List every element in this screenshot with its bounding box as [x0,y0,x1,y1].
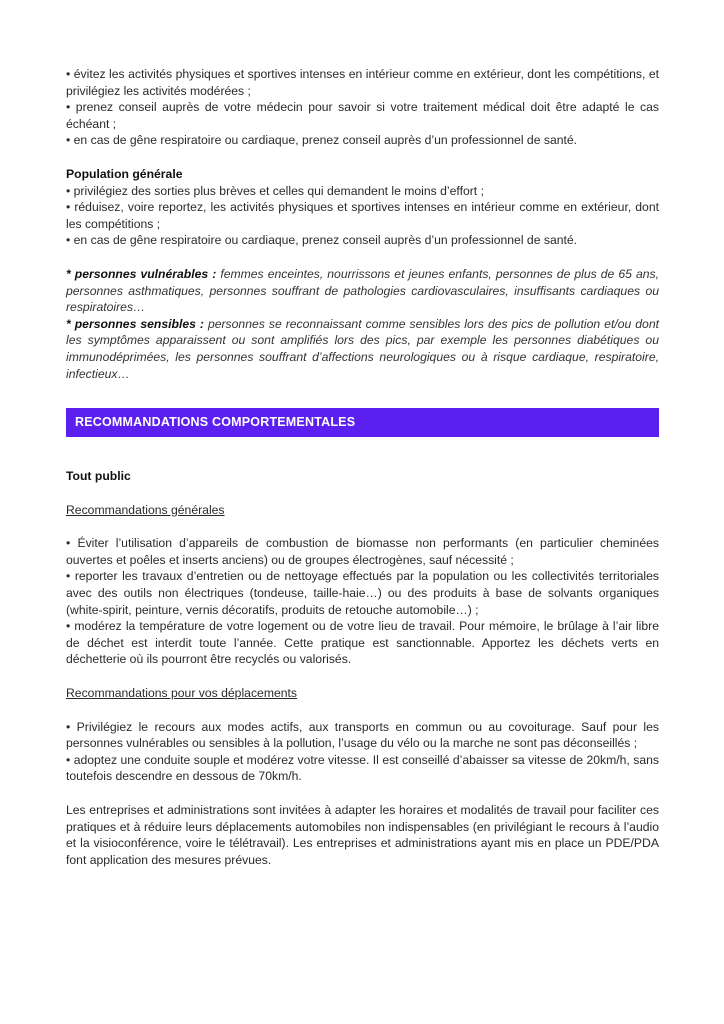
list-item: • adoptez une conduite souple et modérez votre vitesse. Il est conseillé d’abaisser sa vitesse de 20km/h, sans toutefois descendre en dessous de 70km/h. [66,752,659,784]
list-item: • reporter les travaux d’entretien ou de nettoyage effectués par la population ou les collectivités territoriales avec des outils non électriques (tondeuse, taille-haie…) ou des produits à base de solvants organiques (white-spirit, peinture, vernis décoratifs, produits de retouche automobile…) ; [66,569,659,617]
vulnerable-recommendations-list [66,66,659,149]
list-item: • Privilégiez le recours aux modes actifs, aux transports en commun ou au covoiturage. Sauf pour les personnes vulnérables ou sensibles à la pollution, l’usage du vélo ou la marche ne sont pas déconseillés ; [66,719,659,751]
note-sensibles [66,316,659,382]
definitions-notes [66,266,659,382]
list-item: • évitez les activités physiques et sportives intenses en intérieur comme en extérieur, dont les compétitions, et privilégiez les activités modérées ; [66,67,659,98]
population-generale-section [66,166,659,249]
list-item: • modérez la température de votre logement ou de votre lieu de travail. Pour mémoire, le brûlage à l’air libre de déchet est interdit toute l’année. Cette pratique est sanctionnable. Apportez les déchets verts en déchetterie où ils pourront être recyclés ou valorisés. [66,619,659,667]
list-item: • prenez conseil auprès de votre médecin pour savoir si votre traitement médical doit être adapté le cas échéant ; [66,100,659,131]
tout-public-section [66,468,659,868]
note-label: * personnes sensibles : [66,316,204,331]
list-item: • privilégiez des sorties plus brèves et celles qui demandent le moins d’effort ; [66,183,484,198]
document-page [66,66,659,868]
list-item: • réduisez, voire reportez, les activités physiques et sportives intenses en intérieur comme en extérieur, dont les compétitions ; [66,200,659,231]
note-vulnerables [66,266,659,316]
section-heading: Tout public [66,469,131,484]
subsection-heading: Recommandations générales [66,502,225,517]
note-text: personnes se reconnaissant comme sensibles lors des pics de pollution et/ou dont les symptômes apparaissent ou sont amplifiés lors des pics, par exemple les personnes diabétiques ou immunodéprimées, les personnes souffrant d’affections neurologiques ou à risque cardiaque, respiratoire, infectieux… [66,316,659,381]
list-item: • Éviter l’utilisation d’appareils de combustion de biomasse non performants (en particulier cheminées ouvertes et poêles et inserts anciens) ou de groupes électrogènes, sauf nécessité ; [66,536,659,567]
subsection-heading: Recommandations pour vos déplacements [66,686,298,701]
paragraph-entreprises: Les entreprises et administrations sont invitées à adapter les horaires et modalités de travail pour faciliter ces pratiques et à réduire leurs déplacements automobiles non indispensables (en privilégiant le recours à l’audio et la visioconférence, voire le télétravail). Les entreprises et administrations ayant mis en place un PDE/PDA font application des mesures prévues. [66,803,659,867]
section-banner: RECOMMANDATIONS COMPORTEMENTALES [66,408,659,437]
list-item: • en cas de gêne respiratoire ou cardiaque, prenez conseil auprès d’un professionnel de santé. [66,233,578,248]
list-item: • en cas de gêne respiratoire ou cardiaque, prenez conseil auprès d’un professionnel de santé. [66,133,578,148]
note-text: femmes enceintes, nourrissons et jeunes enfants, personnes de plus de 65 ans, personnes asthmatiques, personnes souffrant de pathologies cardiovasculaires, insuffisants cardiaques ou respiratoires… [66,266,659,315]
section-heading: Population générale [66,166,183,181]
note-label: * personnes vulnérables : [66,266,217,281]
